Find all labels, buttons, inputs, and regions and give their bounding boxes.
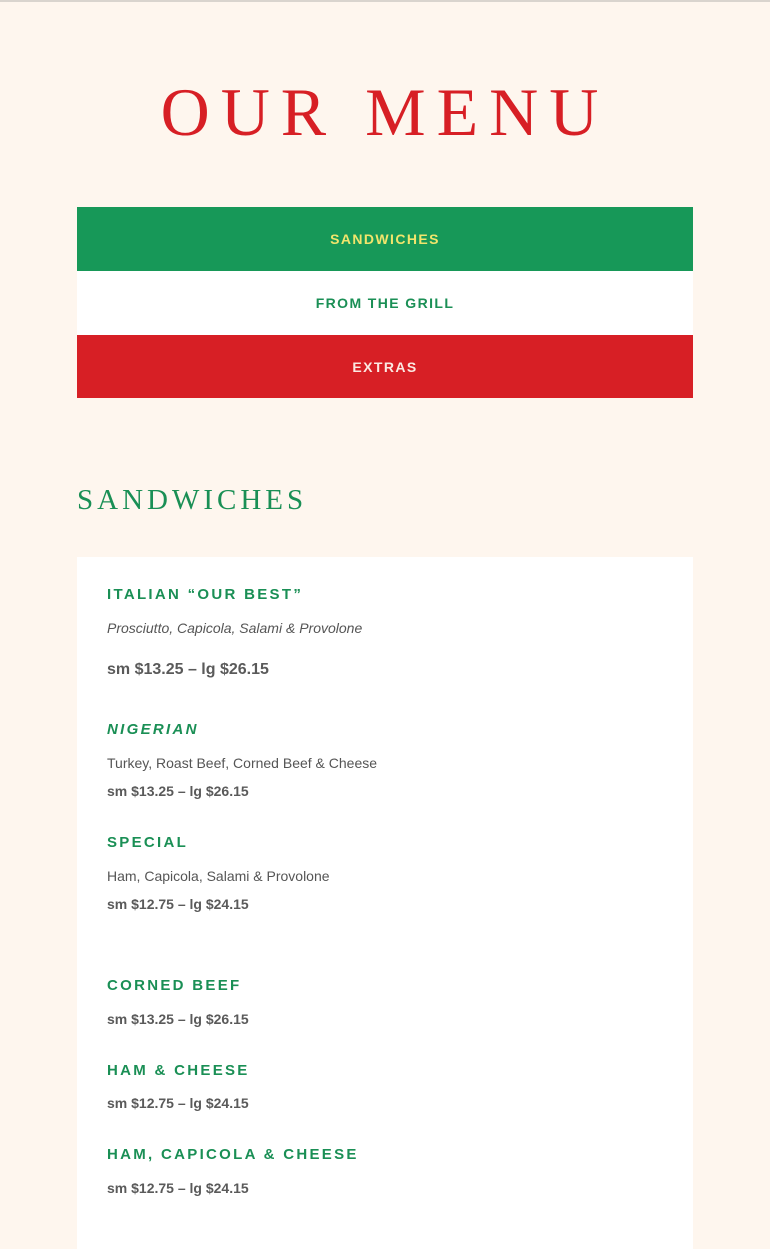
tab-sandwiches[interactable]: SANDWICHES (77, 207, 693, 271)
page-title: OUR MENU (160, 74, 610, 150)
item-price: sm $13.25 – lg $26.15 (107, 783, 249, 799)
item-price: sm $12.75 – lg $24.15 (107, 896, 249, 912)
item-name: CORNED BEEF (107, 977, 242, 994)
item-name: HAM, CAPICOLA & CHEESE (107, 1146, 359, 1163)
item-price: sm $13.25 – lg $26.15 (107, 661, 269, 678)
item-price: sm $13.25 – lg $26.15 (107, 1011, 249, 1027)
item-name: ITALIAN “OUR BEST” (107, 586, 304, 603)
item-name: HAM & CHEESE (107, 1062, 250, 1079)
tab-from-the-grill[interactable]: FROM THE GRILL (77, 271, 693, 335)
menu-tabs (77, 207, 693, 398)
item-price: sm $12.75 – lg $24.15 (107, 1095, 249, 1111)
item-name: NIGERIAN (107, 721, 199, 738)
item-description: Ham, Capicola, Salami & Provolone (107, 868, 330, 884)
item-price: sm $12.75 – lg $24.15 (107, 1180, 249, 1196)
section-title: SANDWICHES (77, 484, 308, 516)
item-name: SPECIAL (107, 834, 189, 851)
menu-card (77, 557, 693, 1249)
tab-extras[interactable]: EXTRAS (77, 335, 693, 398)
item-description: Turkey, Roast Beef, Corned Beef & Cheese (107, 755, 378, 771)
top-divider (0, 0, 770, 2)
item-description: Prosciutto, Capicola, Salami & Provolone (107, 620, 363, 636)
